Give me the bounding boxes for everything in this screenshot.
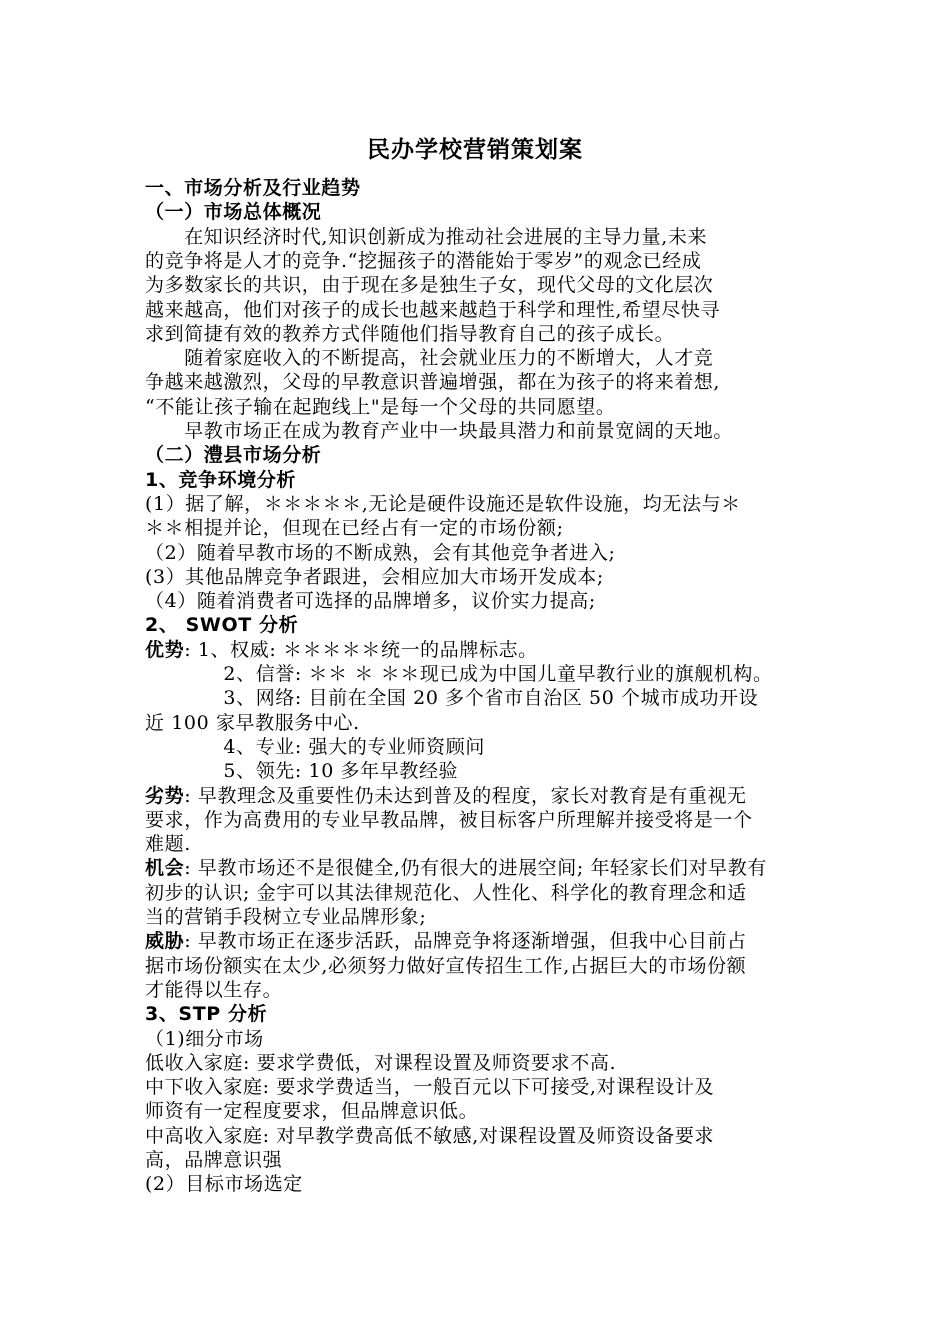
line-text: 的竞争将是人才的竞争.“挖掘孩子的潜能始于零岁”的观念已经成: [145, 249, 702, 272]
body-line: [145, 831, 191, 857]
body-line: [145, 248, 701, 274]
body-line: [145, 637, 538, 663]
line-text: (1）据了解，＊＊＊＊＊,无论是硬件设施还是软件设施，均无法与＊: [145, 492, 741, 515]
line-text: 随着家庭收入的不断提高，社会就业压力的不断增大，人才竞: [145, 347, 714, 370]
body-line: [145, 491, 741, 517]
line-text: 5、领先: 10 多年早教经验: [145, 760, 459, 783]
line-text: 2、 SWOT 分析: [145, 614, 299, 637]
line-text: 低收入家庭: 要求学费低，对课程设置及师资要求不高.: [145, 1051, 617, 1074]
body-line: [145, 272, 713, 298]
section-heading: [145, 612, 298, 638]
body-line: [145, 369, 720, 395]
line-text: 一、市场分析及行业趋势: [145, 177, 361, 199]
body-line: [145, 345, 713, 371]
line-text: 2、信誉: ＊＊ ＊ ＊＊现已成为中国儿童早教行业的旗舰机构。: [145, 663, 773, 685]
body-line: [145, 807, 753, 833]
body-line: [145, 661, 773, 687]
line-text: 才能得以生存。: [145, 978, 283, 1001]
line-text: 要求，作为高费用的专业早教品牌，被目标客户所理解并接受将是一个: [145, 808, 753, 831]
body-line: [145, 1026, 264, 1052]
line-text: : 早教市场还不是很健全,仍有很大的进展空间; 年轻家长们对早教有: [184, 857, 767, 880]
body-line: [145, 1123, 714, 1149]
body-line: [145, 418, 733, 444]
line-text: : 早教市场正在逐步活跃，品牌竞争将逐渐增强，但我中心目前占: [184, 930, 747, 953]
body-line: [145, 977, 282, 1003]
line-text: 为多数家长的共识，由于现在多是独生子女，现代父母的文化层次: [145, 274, 714, 297]
line-text: 早教市场正在成为教育产业中一块最具潜力和前景宽阔的天地。: [145, 420, 734, 442]
line-text: （2）随着早教市场的不断成熟，会有其他竞争者进入;: [145, 541, 616, 564]
swot-label: 威胁: [145, 930, 185, 953]
body-line: [145, 1098, 478, 1124]
line-text: 据市场份额实在太少,必须努力做好宣传招生工作,占据巨大的市场份额: [145, 954, 747, 977]
body-line: [145, 1050, 616, 1076]
line-text: 当的营销手段树立专业品牌形象;: [145, 906, 427, 928]
line-text: 4、专业: 强大的专业师资顾问: [145, 735, 485, 758]
line-text: 师资有一定程度要求，但品牌意识低。: [145, 1100, 479, 1123]
swot-label: 优势: [145, 638, 185, 661]
page-title: 民办学校营销策划案: [367, 137, 583, 163]
line-text: 中高收入家庭: 对早教学费高低不敏感,对课程设置及师资设备要求: [145, 1124, 715, 1147]
line-text: 高，品牌意识强: [145, 1149, 283, 1171]
body-line: [145, 928, 747, 954]
line-text: “不能让孩子输在起跑线上"是每一个父母的共同愿望。: [145, 395, 616, 418]
body-line: [145, 588, 596, 614]
line-text: ＊＊相提并论，但现在已经占有一定的市场份额;: [145, 517, 564, 540]
body-line: [145, 734, 485, 760]
body-line: [145, 515, 564, 541]
line-text: 争越来越激烈，父母的早教意识普遍增强，都在为孩子的将来着想,: [145, 371, 721, 394]
line-text: 求到简捷有效的教养方式伴随他们指导教育自己的孩子成长。: [145, 322, 675, 345]
body-line: [145, 685, 758, 711]
line-text: : 早教理念及重要性仍未达到普及的程度，家长对教育是有重视无: [184, 784, 747, 807]
section-heading: [145, 175, 361, 201]
body-line: [145, 297, 720, 323]
body-line: [145, 710, 360, 736]
body-line: [145, 540, 616, 566]
section-heading: [145, 199, 321, 225]
body-line: [145, 904, 426, 930]
swot-label: 机会: [145, 857, 185, 880]
line-text: （1)细分市场: [145, 1027, 264, 1050]
section-heading: [145, 1001, 267, 1027]
body-line: [145, 394, 615, 420]
line-text: (3）其他品牌竞争者跟进，会相应加大市场开发成本;: [145, 565, 604, 588]
line-text: 近 100 家早教服务中心.: [145, 711, 360, 734]
body-line: [145, 564, 604, 590]
line-text: : 1、权威: ＊＊＊＊＊统一的品牌标志。: [184, 638, 538, 661]
body-line: [145, 880, 747, 906]
body-line: [145, 224, 707, 250]
line-text: 3、网络: 目前在全国 20 多个省市自治区 50 个城市成功开设: [145, 687, 759, 710]
body-line: [145, 855, 767, 881]
section-heading: [145, 442, 321, 468]
body-line: [145, 1074, 714, 1100]
line-text: 1、竞争环境分析: [145, 468, 297, 491]
line-text: (2）目标市场选定: [145, 1173, 303, 1196]
line-text: （一）市场总体概况: [145, 201, 322, 224]
body-line: [145, 953, 746, 979]
line-text: （4）随着消费者可选择的品牌增多，议价实力提高;: [145, 590, 596, 613]
line-text: 3、STP 分析: [145, 1003, 268, 1026]
line-text: （二）澧县市场分析: [145, 444, 322, 467]
line-text: 在知识经济时代,知识创新成为推动社会进展的主导力量,未来: [145, 225, 708, 248]
body-line: [145, 783, 747, 809]
line-text: 难题.: [145, 833, 191, 856]
line-text: 中下收入家庭: 要求学费适当，一般百元以下可接受,对课程设计及: [145, 1076, 715, 1099]
body-line: [145, 1147, 282, 1173]
line-text: 越来越高，他们对孩子的成长也越来越趋于科学和理性,希望尽快寻: [145, 298, 721, 321]
body-line: [145, 1171, 303, 1197]
body-line: [145, 321, 674, 347]
body-line: [145, 758, 458, 784]
line-text: 初步的认识; 金宇可以其法律规范化、人性化、科学化的教育理念和适: [145, 881, 747, 904]
swot-label: 劣势: [145, 784, 185, 807]
section-heading: [145, 467, 296, 493]
